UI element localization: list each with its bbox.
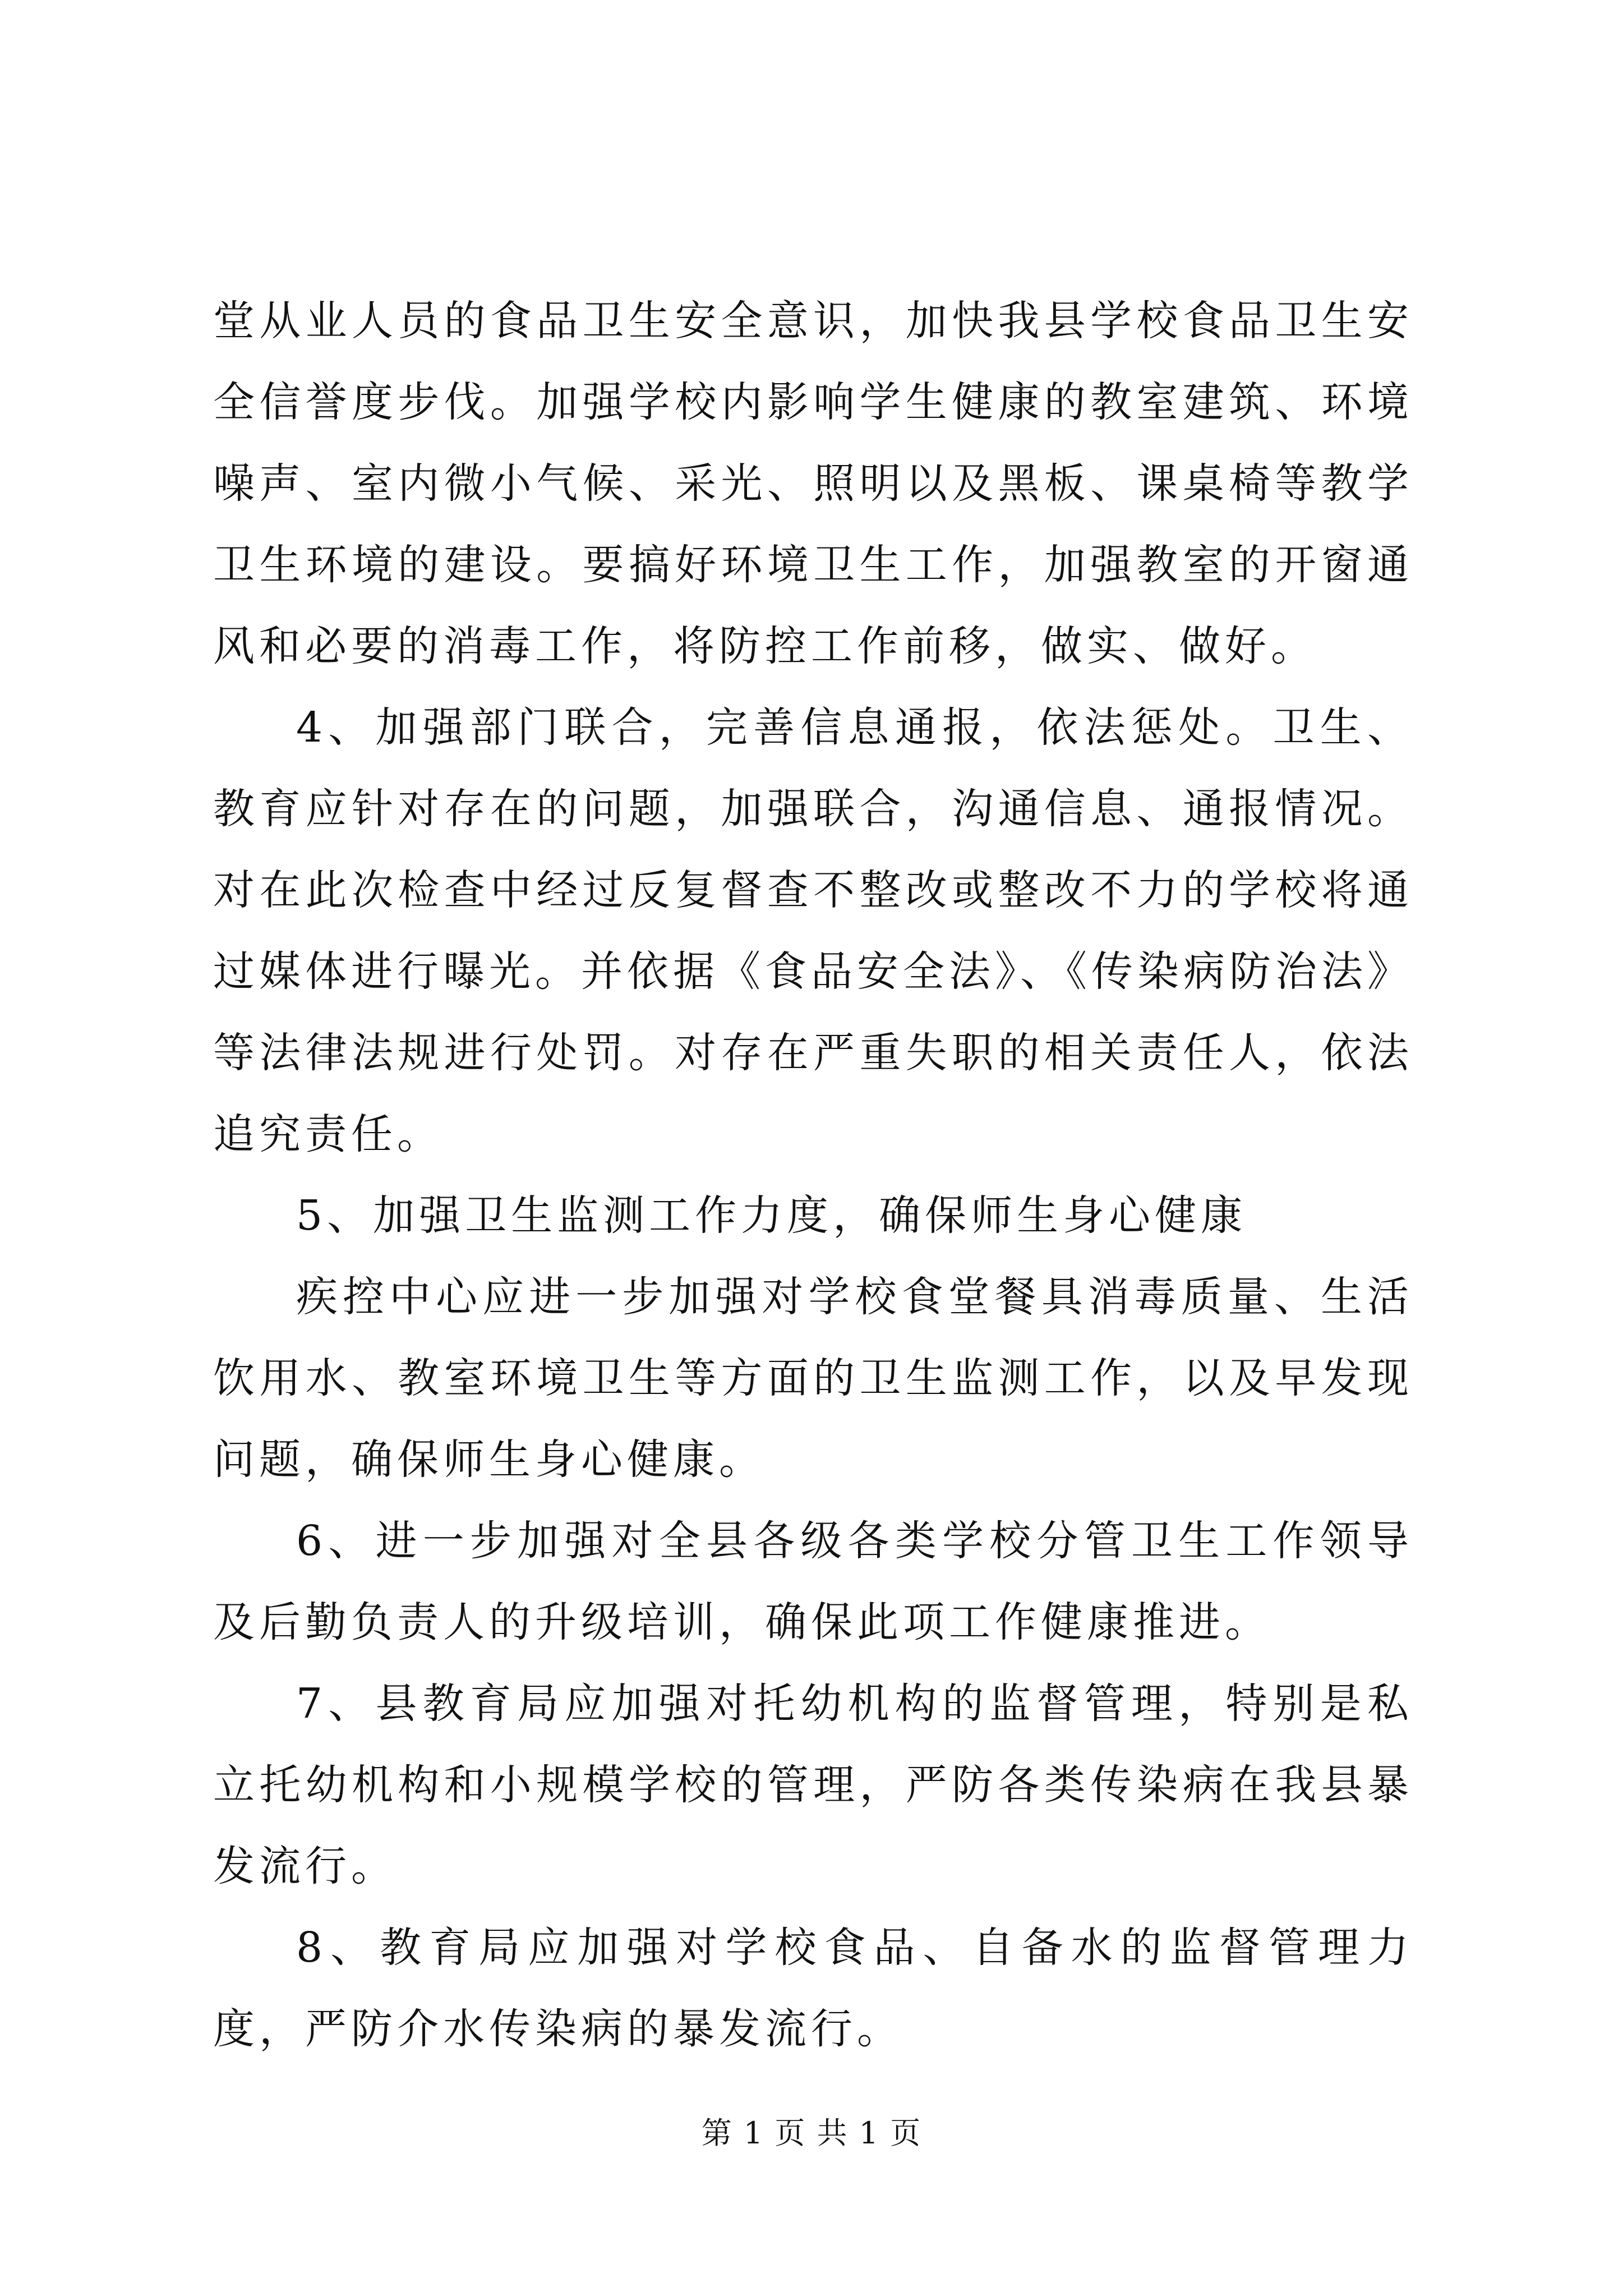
- paragraph-item-4: 4、加强部门联合，完善信息通报，依法惩处。卫生、教育应针对存在的问题，加强联合，沟通信息、通报情况。对在此次检查中经过反复督查不整改或整改不力的学校将通过媒体进行曝光。并依据《食品安全法》、《传染病防治法》等法律法规进行处罚。对存在严重失职的相关责任人，依法追究责任。: [213, 703, 1413, 1158]
- paragraph-item-6: 6、进一步加强对全县各级各类学校分管卫生工作领导及后勤负责人的升级培训，确保此项工作健康推进。: [213, 1517, 1413, 1646]
- paragraph-item-8: 8、教育局应加强对学校食品、自备水的监督管理力度，严防介水传染病的暴发流行。: [213, 1924, 1413, 2053]
- paragraph-item-5-heading: 5、加强卫生监测工作力度，确保师生身心健康: [296, 1191, 1247, 1240]
- paragraph-item-7: 7、县教育局应加强对托幼机构的监督管理，特别是私立托幼机构和小规模学校的管理，严防各类传染病在我县暴发流行。: [213, 1680, 1413, 1890]
- paragraph-item-5-body: 疾控中心应进一步加强对学校食堂餐具消毒质量、生活饮用水、教室环境卫生等方面的卫生监测工作，以及早发现问题，确保师生身心健康。: [213, 1273, 1413, 1484]
- document-body: [213, 280, 1413, 2070]
- paragraph-food-safety-continued: 堂从业人员的食品卫生安全意识，加快我县学校食品卫生安全信誉度步伐。加强学校内影响学生健康的教室建筑、环境噪声、室内微小气候、采光、照明以及黑板、课桌椅等教学卫生环境的建设。要搞好环境卫生工作，加强教室的开窗通风和必要的消毒工作，将防控工作前移，做实、做好。: [213, 297, 1413, 670]
- page-number-footer: 第 1 页 共 1 页: [701, 2115, 922, 2151]
